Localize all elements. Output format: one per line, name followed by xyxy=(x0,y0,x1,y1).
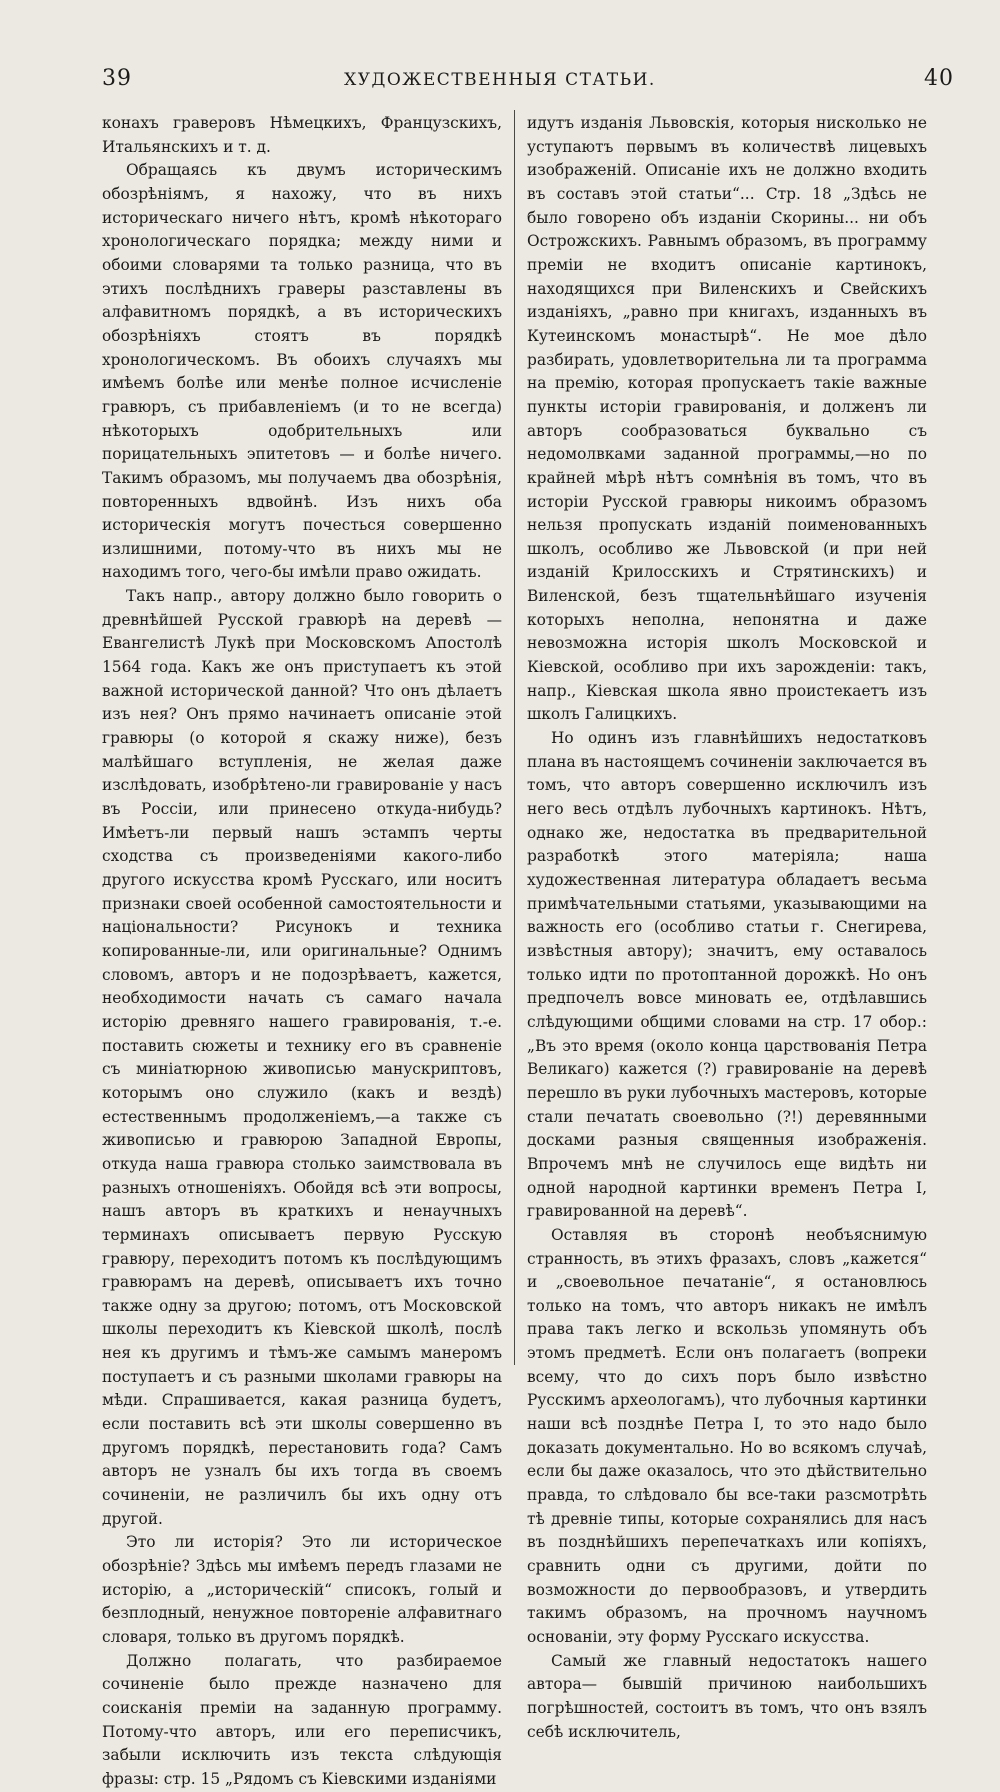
paragraph: Такъ напр., автору должно было говорить о древнѣйшей Русской гравюрѣ на деревѣ — Евангелистѣ Лукѣ при Московскомъ Апостолѣ 1564 года. Какъ же онъ приступаетъ къ этой важной исторической данной? Что онъ дѣлаетъ изъ нея? Онъ прямо начинаетъ описаніе этой гравюры (о которой я скажу ниже), безъ малѣйшаго вступленія, не желая даже изслѣдовать, изобрѣтено-ли гравированіе у насъ въ Россіи, или принесено откуда-нибудь? Имѣетъ-ли первый нашъ эстампъ черты сходства съ произведеніями какого-либо другого искусства кромѣ Русскаго, или носитъ признаки своей особенной самостоятельности и національности? Рисунокъ и техника копированные-ли, или оригинальные? Однимъ словомъ, авторъ и не подозрѣваетъ, кажется, необходимости начать съ самаго начала исторію древняго нашего гравированія, т.-е. поставить сюжеты и технику его въ сравненіе съ миніатюрною живописью манускриптовъ, которымъ оно служило (какъ и вездѣ) естественнымъ продолженіемъ,—а также съ живописью и гравюрою Западной Европы, откуда наша гравюра столько заимствовала въ разныхъ отношеніяхъ. Обойдя всѣ эти вопросы, нашъ авторъ въ краткихъ и ненаучныхъ терминахъ описываетъ первую Русскую гравюру, переходитъ потомъ къ послѣдующимъ гравюрамъ на деревѣ, описываетъ ихъ точно также одну за другою; потомъ, отъ Московской школы переходитъ къ Кіевской школѣ, послѣ нея къ другимъ и тѣмъ-же самымъ манеромъ поступаетъ и съ разными школами гравюры на мѣди. Спрашивается, какая разница будетъ, если поставить всѣ эти школы совершенно въ другомъ порядкѣ, перестановить года? Самъ авторъ не узналъ бы ихъ тогда въ своемъ сочиненіи, не различилъ бы ихъ одну отъ другой. xyxy=(102,587,502,1528)
paragraph: Оставляя въ сторонѣ необъяснимую странность, въ этихъ фразахъ, словъ „кажется“ и „своевольное печатаніе“, я остановлюсь только на томъ, что авторъ никакъ не имѣлъ права такъ легко и вскользь упомянуть объ этомъ предметѣ. Если онъ полагаетъ (вопреки всему, что до сихъ поръ было извѣстно Русскимъ археологамъ), что лубочныя картинки наши всѣ позднѣе Петра I, то это надо было доказать документально. Но во всякомъ случаѣ, если бы даже оказалось, что это дѣйствительно правда, то слѣдовало бы все-таки разсмотрѣть тѣ древніе типы, которые сохранялись для насъ въ позднѣйшихъ перепечаткахъ или копіяхъ, сравнить одни съ другими, дойти по возможности до первообразовъ, и утвердить такимъ образомъ, на прочномъ научномъ основаніи, эту форму Русскаго искусства. xyxy=(527,1225,927,1646)
paragraph: Должно полагать, что разбираемое сочиненіе было прежде назначено для соисканія преміи на заданную программу. Потому-что авторъ, или его переписчикъ, забыли исключить изъ текста слѣдующія фразы: стр. 15 „Рядомъ съ Кіевскими изданіями xyxy=(102,1651,502,1788)
paragraph: конахъ граверовъ Нѣмецкихъ, Французскихъ, Итальянскихъ и т. д. xyxy=(102,114,502,156)
paragraph: Но одинъ изъ главнѣйшихъ недостатковъ плана въ настоящемъ сочиненіи заключается въ томъ, что авторъ совершенно исключилъ изъ него весь отдѣлъ лубочныхъ картинокъ. Нѣтъ, однако же, недостатка въ предварительной разработкѣ этого матеріяла; наша художественная литература обладаетъ весьма примѣчательными статьями, указывающими на важность его (особливо статьи г. Снегирева, извѣстныя автору); значитъ, ему оставалось только идти по протоптанной дорожкѣ. Но онъ предпочелъ вовсе миновать ее, отдѣлавшись слѣдующими общими словами на стр. 17 обор.: „Въ это время (около конца царствованія Петра Великаго) кажется (?) гравированіе на деревѣ перешло въ руки лубочныхъ мастеровъ, которые стали печатать своевольно (?!) деревянными досками разныя священныя изображенія. Впрочемъ мнѣ не случилось еще видѣть ни одной народной картинки временъ Петра I, гравированной на деревѣ“. xyxy=(527,729,927,1221)
left-column xyxy=(102,112,502,1788)
page-number-right: 40 xyxy=(924,66,954,91)
page-header xyxy=(0,62,1000,102)
page-number-left: 39 xyxy=(102,66,132,91)
paragraph: Самый же главный недостатокъ нашего автора— бывшій причиною наибольшихъ погрѣшностей, состоитъ въ томъ, что онъ взялъ себѣ исключитель, xyxy=(527,1651,927,1741)
paragraph: Обращаясь къ двумъ историческимъ обозрѣніямъ, я нахожу, что въ нихъ историческаго ничего нѣтъ, кромѣ нѣкотораго хронологическаго порядка; между ними и обоими словарями та только разница, что въ этихъ послѣднихъ граверы разставлены въ алфавитномъ порядкѣ, а въ историческихъ обозрѣніяхъ стоятъ въ порядкѣ хронологическомъ. Въ обоихъ случаяхъ мы имѣемъ болѣе или менѣе полное исчисленіе гравюръ, съ прибавленіемъ (и то не всегда) нѣкоторыхъ одобрительныхъ или порицательныхъ эпитетовъ — и болѣе ничего. Такимъ образомъ, мы получаемъ два обозрѣнія, повторенныхъ вдвойнѣ. Изъ нихъ оба историческія могутъ почесться совершенно излишними, потому-что въ нихъ мы не находимъ того, чего-бы имѣли право ожидать. xyxy=(102,161,502,582)
column-divider xyxy=(514,110,515,1365)
paragraph: Это ли исторія? Это ли историческое обозрѣніе? Здѣсь мы имѣемъ передъ глазами не исторію, а „историческій“ списокъ, голый и безплодный, ненужное повтореніе алфавитнаго словаря, только въ другомъ порядкѣ. xyxy=(102,1533,502,1646)
running-title: ХУДОЖЕСТВЕННЫЯ СТАТЬИ. xyxy=(344,70,656,90)
right-column xyxy=(527,112,927,1741)
paragraph: идутъ изданія Львовскія, которыя нисколько не уступаютъ пѳрвымъ въ количествѣ лицевыхъ изображеній. Описаніе ихъ не должно входить въ составъ этой статьи“... Стр. 18 „Здѣсь не было говорено объ изданіи Скорины... ни объ Острожскихъ. Равнымъ образомъ, въ программу преміи не входитъ описаніе картинокъ, находящихся при Виленскихъ и Свейскихъ изданіяхъ, „равно при книгахъ, изданныхъ въ Кутеинскомъ монастырѣ“. Не мое дѣло разбирать, удовлетворительна ли та программа на премію, которая пропускаетъ такіе важные пункты исторіи гравированія, и долженъ ли авторъ сообразоваться буквально съ недомолвками заданной программы,—но по крайней мѣрѣ нѣтъ сомнѣнія въ томъ, что въ исторіи Русской гравюры никоимъ образомъ нельзя пропускать изданій поименованныхъ школъ, особливо же Львовской (и при ней изданій Крилосскихъ и Стрятинскихъ) и Виленской, безъ тщательнѣйшаго изученія которыхъ неполна, непонятна и даже невозможна исторія школъ Московской и Кіевской, особливо при ихъ зарожденіи: такъ, напр., Кіевская школа явно проистекаетъ изъ школъ Галицкихъ. xyxy=(527,114,927,724)
